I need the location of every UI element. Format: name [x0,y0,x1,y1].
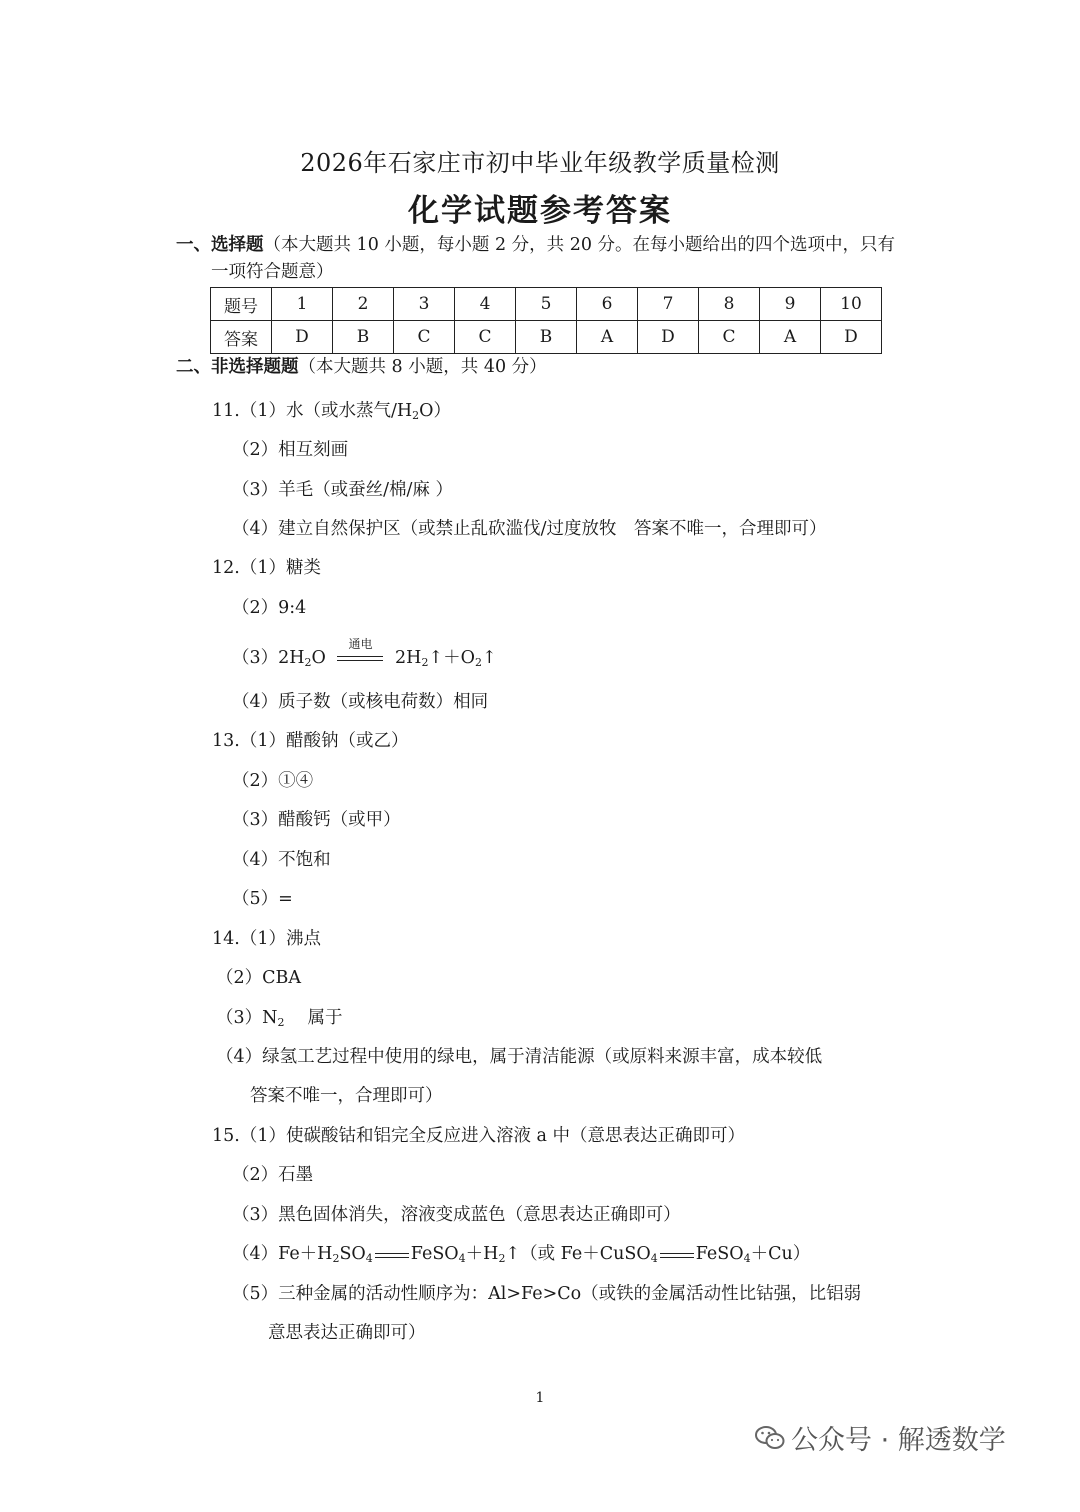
page-number: 1 [535,1390,545,1406]
subscript: 2 [304,656,312,669]
answer-text: FeSO [410,1244,459,1264]
answer-line: （2）9:4 [232,598,307,618]
table-cell: C [394,321,455,354]
answer-text: ＋H [465,1244,499,1264]
answer-line: （5）三种金属的活动性顺序为：Al>Fe>Co（或铁的金属活动性比钴强，比铝弱 [232,1284,862,1304]
answer-text: （3）N [216,1008,278,1028]
answer-line: （4）建立自然保护区（或禁止乱砍滥伐/过度放牧 答案不唯一，合理即可） [232,519,827,539]
subscript: 2 [412,409,420,422]
answer-text: 11.（1）水（或水蒸气/H [212,401,413,421]
answer-line: （2）CBA [216,968,302,988]
answer-line: （4）不饱和 [232,850,331,870]
subscript: 2 [474,656,482,669]
answer-text: ↑（或 Fe＋CuSO [505,1244,651,1264]
exam-title: 2026年石家庄市初中毕业年级教学质量检测 [300,149,780,177]
table-cell: B [516,321,577,354]
section2-desc: （本大题共 8 小题，共 40 分） [298,357,547,377]
wechat-icon [755,1425,785,1451]
subscript: 4 [743,1252,751,1265]
table-cell: 8 [699,288,760,321]
subscript: 2 [332,1252,340,1265]
table-cell: C [455,321,516,354]
table-cell: 4 [455,288,516,321]
watermark-text: 公众号 · 解透数学 [791,1425,1006,1456]
table-header-cell: 题号 [211,288,272,321]
answer-line: （3）醋酸钙（或甲） [232,810,401,830]
table-cell: B [333,321,394,354]
answer-text: 2H [395,648,422,668]
table-cell: C [699,321,760,354]
subscript: 4 [650,1252,658,1265]
answer-line: （5）= [232,889,293,909]
subscript: 2 [421,656,429,669]
table-cell: A [760,321,821,354]
section1-label: 一、选择题 [176,235,264,255]
answer-text: O [311,648,326,668]
watermark [755,1418,1006,1457]
answer-line: 答案不唯一，合理即可） [250,1086,443,1106]
answer-key-title: 化学试题参考答案 [408,193,672,229]
answer-line: 14.（1）沸点 [212,929,321,949]
table-row [211,288,882,321]
answer-line [216,1004,343,1029]
answer-text: SO [339,1244,366,1264]
answer-text: ↑ [481,648,497,668]
table-cell: 7 [638,288,699,321]
answer-text: 属于 [284,1008,343,1028]
answer-text: ↑＋O [428,648,475,668]
table-cell: A [577,321,638,354]
section1-desc-cont: 一项符合题意） [211,262,334,282]
answer-line: （3）黑色固体消失，溶液变成蓝色（意思表达正确即可） [232,1205,681,1225]
answer-line: 15.（1）使碳酸钴和铝完全反应进入溶液 a 中（意思表达正确即可） [212,1126,746,1146]
equation-line [232,636,497,669]
table-cell: 5 [516,288,577,321]
answer-line: （3）羊毛（或蚕丝/棉/麻 ） [232,480,453,500]
answer-text: O） [419,401,451,421]
answer-line [212,397,451,422]
subscript: 2 [277,1016,285,1029]
answer-line: （4）质子数（或核电荷数）相同 [232,692,489,712]
answer-line: （4）绿氢工艺过程中使用的绿电，属于清洁能源（或原料来源丰富，成本较低 [216,1047,823,1067]
answer-line: 意思表达正确即可） [268,1323,426,1343]
table-cell: 2 [333,288,394,321]
answer-text: FeSO [695,1244,744,1264]
answer-line: （2）相互刻画 [232,440,349,460]
table-cell: D [272,321,333,354]
table-cell: D [638,321,699,354]
answer-text: （4）Fe＋H [232,1244,333,1264]
equation-line [232,1240,810,1265]
reaction-equals-sign [337,636,383,669]
answer-line: 13.（1）醋酸钠（或乙） [212,731,409,751]
table-header-cell: 答案 [211,321,272,354]
subscript: 2 [498,1252,506,1265]
table-row [211,321,882,354]
reaction-equals-sign [375,1248,409,1262]
table-cell: 1 [272,288,333,321]
section2-heading [176,353,547,378]
answer-line: 12.（1）糖类 [212,558,321,578]
answer-text: （3）2H [232,648,305,668]
subscript: 4 [365,1252,373,1265]
table-cell: 10 [821,288,882,321]
answer-table [210,287,882,354]
section1-heading [176,230,916,260]
table-cell: 6 [577,288,638,321]
subscript: 4 [458,1252,466,1265]
reaction-condition: 通电 [348,636,373,651]
section2-label: 二、非选择题题 [176,357,299,377]
answer-line: （2）石墨 [232,1165,314,1185]
section1-desc: （本大题共 10 小题，每小题 2 分，共 20 分。在每小题给出的四个选项中，只有 [263,235,896,255]
answer-text: ＋Cu） [750,1244,811,1264]
table-cell: 9 [760,288,821,321]
table-cell: D [821,321,882,354]
answer-line: （2）①④ [232,771,314,791]
reaction-equals-sign [660,1248,694,1262]
table-cell: 3 [394,288,455,321]
